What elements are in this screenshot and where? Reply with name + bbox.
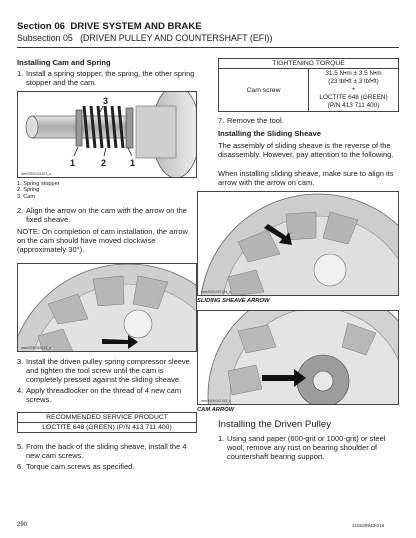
- note: NOTE: On completion of cam installation, the arrow on the cam should have moved clockwise (approximately 30°).: [17, 227, 188, 254]
- legend-item: 2. Spring: [17, 187, 40, 194]
- service-value: LOCTITE 648 (GREEN) (P/N 413 711 400): [18, 423, 197, 433]
- sliding-sheave-illustration: [198, 192, 399, 296]
- figure-code: mmr2009-043-014_a: [201, 290, 231, 294]
- figure-cam-arrow-1: [17, 263, 197, 352]
- torque-values: 31.5 N•m ± 3.5 N•m (23 lbf•ft ± 3 lbf•ft) + LOCTITE 648 (GREEN) (P/N 413 711 400): [309, 69, 399, 112]
- callout-3: 3: [103, 96, 109, 106]
- legend-item: 3. Cam: [17, 193, 36, 200]
- callout-1b: 1: [130, 158, 136, 168]
- figure-cam-arrow-2: [197, 310, 399, 405]
- step-list-f: [218, 434, 399, 461]
- step-3: 3. Install the driven pulley spring compressor sleeve and tighten the tool screw until the cam is completely pressed against the sliding sheave.: [17, 357, 190, 384]
- callout-2: 2: [101, 158, 107, 168]
- step-list-e: [218, 116, 399, 125]
- step-6: 6. Torque cam screws as specified.: [17, 462, 135, 471]
- document-code: 218100943-016: [352, 523, 385, 528]
- pulley-illustration: [18, 264, 197, 352]
- paragraph-2: When installing sliding sheave, make sure to align its arrow with the arrow on cam.: [218, 169, 394, 187]
- step-5: 5. From the back of the sliding sheave, install the 4 new cam screws.: [17, 442, 187, 460]
- figure-code: mmr2009-043-012_a: [21, 172, 51, 176]
- step-2: 2. Align the arrow on the cam with the arrow on the fixed sheave.: [17, 206, 187, 224]
- step-4: 4. Apply threadlocker on the thread of 4 new cam screws.: [17, 386, 182, 404]
- figure-caption: CAM ARROW: [197, 407, 235, 413]
- figure-code: mmr2009-043-013_a: [21, 346, 51, 350]
- paragraph-1: The assembly of sliding sheave is the reverse of the disassembly. However, pay attention to the following.: [218, 141, 394, 159]
- header-rule: [17, 47, 399, 48]
- figure-legend: [17, 181, 60, 200]
- step-list-c: [17, 357, 197, 404]
- figure-sliding-sheave: [197, 191, 399, 296]
- step-1: 1. Install a spring stopper, the spring, the other spring stopper and the cam.: [17, 69, 195, 87]
- figure-code: mmr2009-043-015_a: [201, 399, 231, 403]
- page-number: 290: [17, 522, 28, 528]
- heading-cam-spring: Installing Cam and Spring: [17, 58, 111, 67]
- legend-item: 1. Spring stopper: [17, 181, 60, 187]
- figure-cam-spring: [17, 91, 197, 178]
- heading-driven-pulley: Installing the Driven Pulley: [218, 419, 332, 430]
- subsection-title: Subsection 05 (DRIVEN PULLEY AND COUNTERSHAFT (EFI)): [17, 33, 273, 43]
- torque-label: Cam screw: [219, 69, 309, 112]
- service-product-table: [17, 412, 197, 433]
- step-1-driven: 1. Using sand paper (600-grit or 1000-grit) or steel wool, remove any rust on bearing shoulder of countershaft bearing support.: [218, 434, 386, 461]
- step-list-d: [17, 442, 197, 471]
- section-title: Section 06 DRIVE SYSTEM AND BRAKE: [17, 21, 202, 32]
- torque-table: [218, 58, 399, 112]
- step-list-a: [17, 69, 197, 87]
- cam-arrow-illustration: [198, 311, 399, 405]
- service-header: RECOMMENDED SERVICE PRODUCT: [18, 413, 197, 423]
- callout-1a: 1: [70, 158, 76, 168]
- heading-sliding-sheave: Installing the Sliding Sheave: [218, 129, 321, 138]
- torque-header: TIGHTENING TORQUE: [219, 59, 399, 69]
- figure-caption: SLIDING SHEAVE ARROW: [197, 298, 270, 304]
- step-7: 7. Remove the tool.: [218, 116, 284, 125]
- step-list-b: [17, 206, 197, 224]
